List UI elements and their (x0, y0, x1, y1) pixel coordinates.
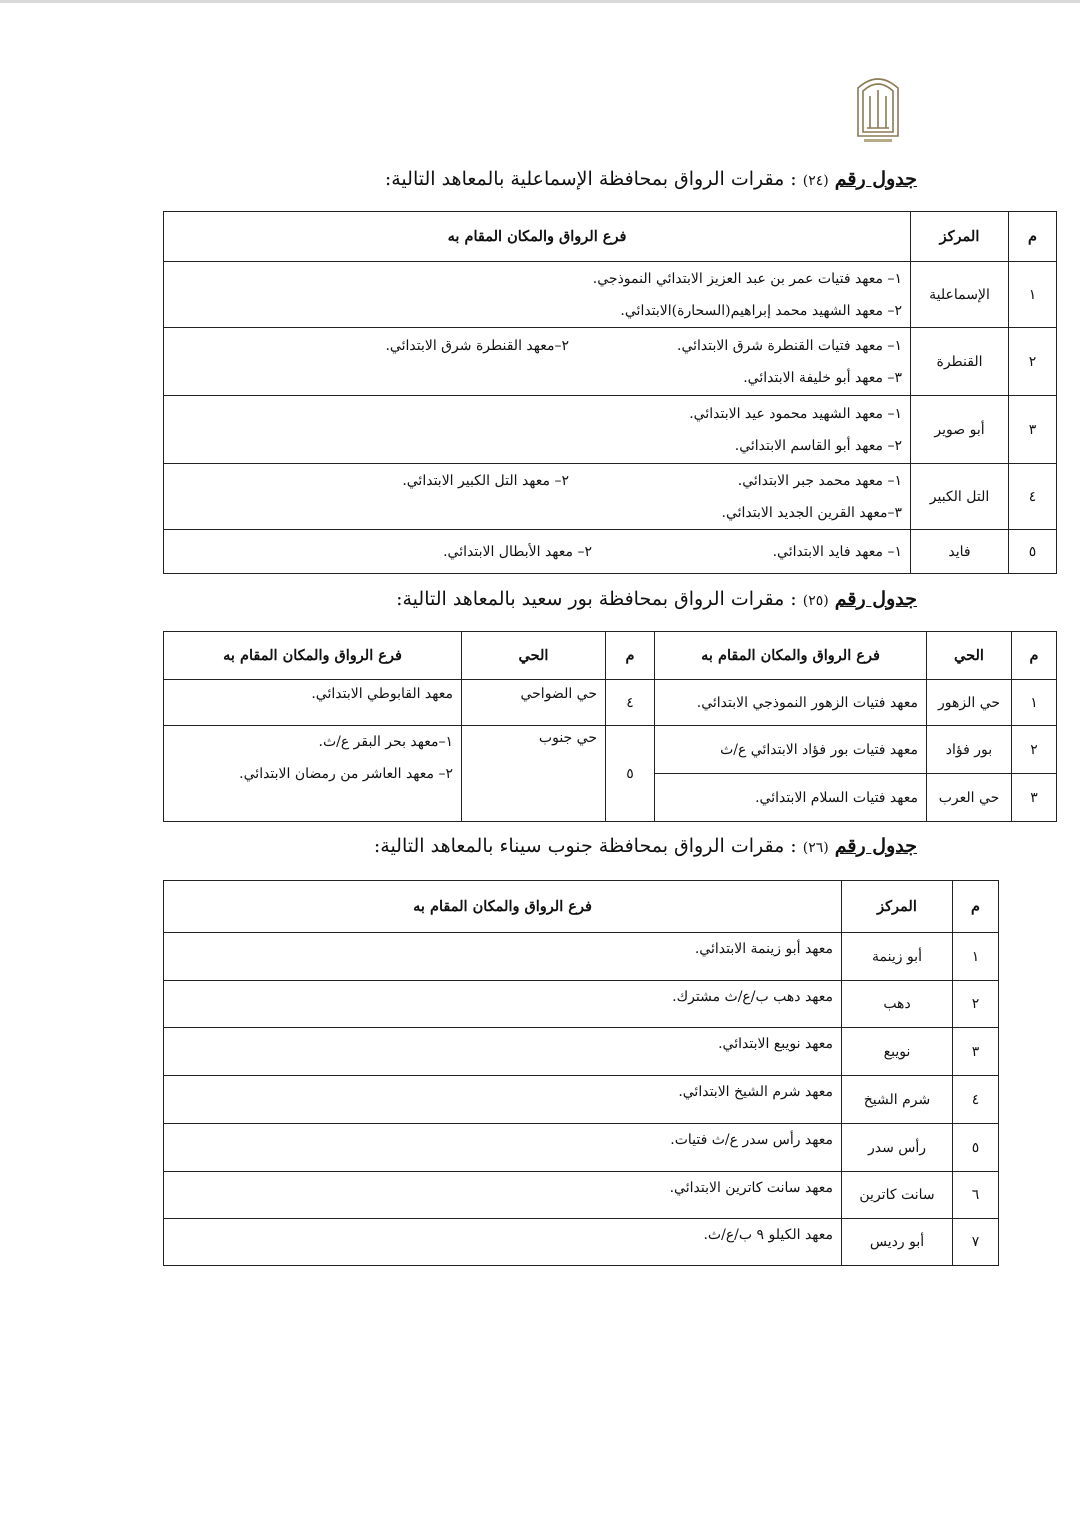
branch-cell (164, 464, 911, 530)
branch-cell (164, 328, 911, 396)
center-name: فايد (911, 530, 1009, 574)
row-number: ١ (1012, 680, 1057, 726)
table25-heading-number: (٢٥) (802, 593, 829, 609)
table-row (164, 726, 1057, 774)
row-number: ١ (1009, 262, 1057, 328)
row-number: ٤ (606, 680, 655, 726)
district-name: حي الزهور (927, 680, 1012, 726)
row-number: ٥ (953, 1124, 999, 1172)
branch-line: ١– معهد فتيات عمر بن عبد العزيز الابتدائي النموذجي. (592, 270, 902, 287)
branch-cell (164, 396, 911, 464)
col-header-branch: فرع الرواق والمكان المقام به (164, 212, 911, 262)
table-row (164, 1219, 999, 1266)
branch-line: ١– معهد محمد جبر الابتدائي. (737, 472, 902, 489)
row-number: ١ (953, 933, 999, 981)
col-header-center: المركز (842, 881, 953, 933)
center-name: القنطرة (911, 328, 1009, 396)
table26-heading-label: جدول رقم (834, 835, 917, 857)
table-row (164, 262, 1057, 328)
branch-cell: معهد شرم الشيخ الابتدائي. (164, 1076, 842, 1124)
col-header-branch: فرع الرواق والمكان المقام به (655, 632, 927, 680)
table-row (164, 530, 1057, 574)
branch-line: ٢– معهد التل الكبير الابتدائي. (402, 472, 569, 489)
district-name: حي العرب (927, 774, 1012, 822)
table-row (164, 1076, 999, 1124)
branch-cell (164, 262, 911, 328)
table24-header-row (164, 212, 1057, 262)
table26-heading (374, 834, 917, 860)
table25-heading (396, 587, 917, 613)
center-name: أبو زينمة (842, 933, 953, 981)
row-number: ٢ (1009, 328, 1057, 396)
center-name: التل الكبير (911, 464, 1009, 530)
branch-cell (164, 726, 462, 822)
col-header-branch: فرع الرواق والمكان المقام به (164, 881, 842, 933)
district-name: حي جنوب (462, 726, 606, 822)
table-row (164, 981, 999, 1028)
table24-heading-text: : مقرات الرواق بمحافظة الإسماعلية بالمعاهد التالية: (384, 168, 797, 190)
col-header-m: م (1012, 632, 1057, 680)
district-name: بور فؤاد (927, 726, 1012, 774)
branch-line: ٢– معهد الأبطال الابتدائي. (443, 543, 592, 560)
table-row (164, 328, 1057, 396)
table-row (164, 396, 1057, 464)
branch-line-pair (172, 536, 902, 568)
top-border (0, 0, 1080, 3)
branch-line: ١– معهد فتيات القنطرة شرق الابتدائي. (677, 337, 902, 354)
branch-cell: معهد رأس سدر ع/ث فتيات. (164, 1124, 842, 1172)
branch-cell: معهد نويبع الابتدائي. (164, 1028, 842, 1076)
branch-line: ١– معهد فايد الابتدائي. (772, 543, 902, 560)
center-name: أبو رديس (842, 1219, 953, 1266)
col-header-district: الحي (462, 632, 606, 680)
branch-line: ١– معهد الشهيد محمود عيد الابتدائي. (689, 405, 902, 422)
row-number: ٦ (953, 1172, 999, 1219)
row-number: ٢ (1012, 726, 1057, 774)
row-number: ٢ (953, 981, 999, 1028)
branch-line: ٢– معهد العاشر من رمضان الابتدائي. (239, 766, 453, 782)
row-number: ٥ (1009, 530, 1057, 574)
table-row (164, 933, 999, 981)
table25-header-row (164, 632, 1057, 680)
branch-cell: معهد أبو زينمة الابتدائي. (164, 933, 842, 981)
table-row (164, 1172, 999, 1219)
row-number: ٣ (953, 1028, 999, 1076)
row-number: ٤ (1009, 464, 1057, 530)
branch-cell: معهد الكيلو ٩ ب/ع/ث. (164, 1219, 842, 1266)
table24-heading-label: جدول رقم (834, 168, 917, 190)
branch-line-pair (172, 465, 902, 497)
center-name: دهب (842, 981, 953, 1028)
table-24 (163, 211, 1057, 574)
center-name: الإسماعلية (911, 262, 1009, 328)
branch-line: ٢–معهد القنطرة شرق الابتدائي. (385, 337, 569, 354)
table-row (164, 464, 1057, 530)
row-number: ٣ (1012, 774, 1057, 822)
branch-cell: معهد فتيات بور فؤاد الابتدائي ع/ث (655, 726, 927, 774)
branch-cell (164, 530, 911, 574)
table-row (164, 1028, 999, 1076)
row-number: ٣ (1009, 396, 1057, 464)
col-header-m: م (1009, 212, 1057, 262)
branch-line: ٢– معهد الشهيد محمد إبراهيم(السحارة)الابتدائي. (620, 302, 902, 319)
center-name: رأس سدر (842, 1124, 953, 1172)
table25-heading-label: جدول رقم (834, 588, 917, 610)
center-name: شرم الشيخ (842, 1076, 953, 1124)
center-name: أبو صوير (911, 396, 1009, 464)
table25-heading-text: : مقرات الرواق بمحافظة بور سعيد بالمعاهد التالية: (396, 588, 797, 610)
branch-line: ٢– معهد أبو القاسم الابتدائي. (734, 437, 902, 454)
azhar-logo (852, 66, 904, 146)
col-header-m: م (953, 881, 999, 933)
col-header-center: المركز (911, 212, 1009, 262)
table24-heading-number: (٢٤) (802, 173, 829, 189)
branch-cell: معهد فتيات الزهور النموذجي الابتدائي. (655, 680, 927, 726)
table-25 (163, 631, 1057, 822)
branch-line-pair (172, 330, 902, 362)
center-name: سانت كاترين (842, 1172, 953, 1219)
table24-heading (385, 167, 917, 193)
branch-line: ٣– معهد أبو خليفة الابتدائي. (743, 369, 902, 386)
branch-line: ٣–معهد القرين الجديد الابتدائي. (721, 504, 902, 521)
col-header-branch: فرع الرواق والمكان المقام به (164, 632, 462, 680)
table-row (164, 1124, 999, 1172)
table-row (164, 680, 1057, 726)
branch-cell: معهد القابوطي الابتدائي. (164, 680, 462, 726)
center-name: نويبع (842, 1028, 953, 1076)
table-26 (163, 880, 999, 1266)
col-header-m: م (606, 632, 655, 680)
branch-cell: معهد فتيات السلام الابتدائي. (655, 774, 927, 822)
row-number: ٥ (606, 726, 655, 822)
col-header-district: الحي (927, 632, 1012, 680)
branch-cell: معهد دهب ب/ع/ث مشترك. (164, 981, 842, 1028)
district-name: حي الضواحي (462, 680, 606, 726)
table26-header-row (164, 881, 999, 933)
row-number: ٧ (953, 1219, 999, 1266)
branch-cell: معهد سانت كاترين الابتدائي. (164, 1172, 842, 1219)
table26-heading-number: (٢٦) (802, 840, 829, 856)
branch-line: ١–معهد بحر البقر ع/ث. (318, 734, 453, 750)
table26-heading-text: : مقرات الرواق بمحافظة جنوب سيناء بالمعاهد التالية: (373, 835, 797, 857)
row-number: ٤ (953, 1076, 999, 1124)
